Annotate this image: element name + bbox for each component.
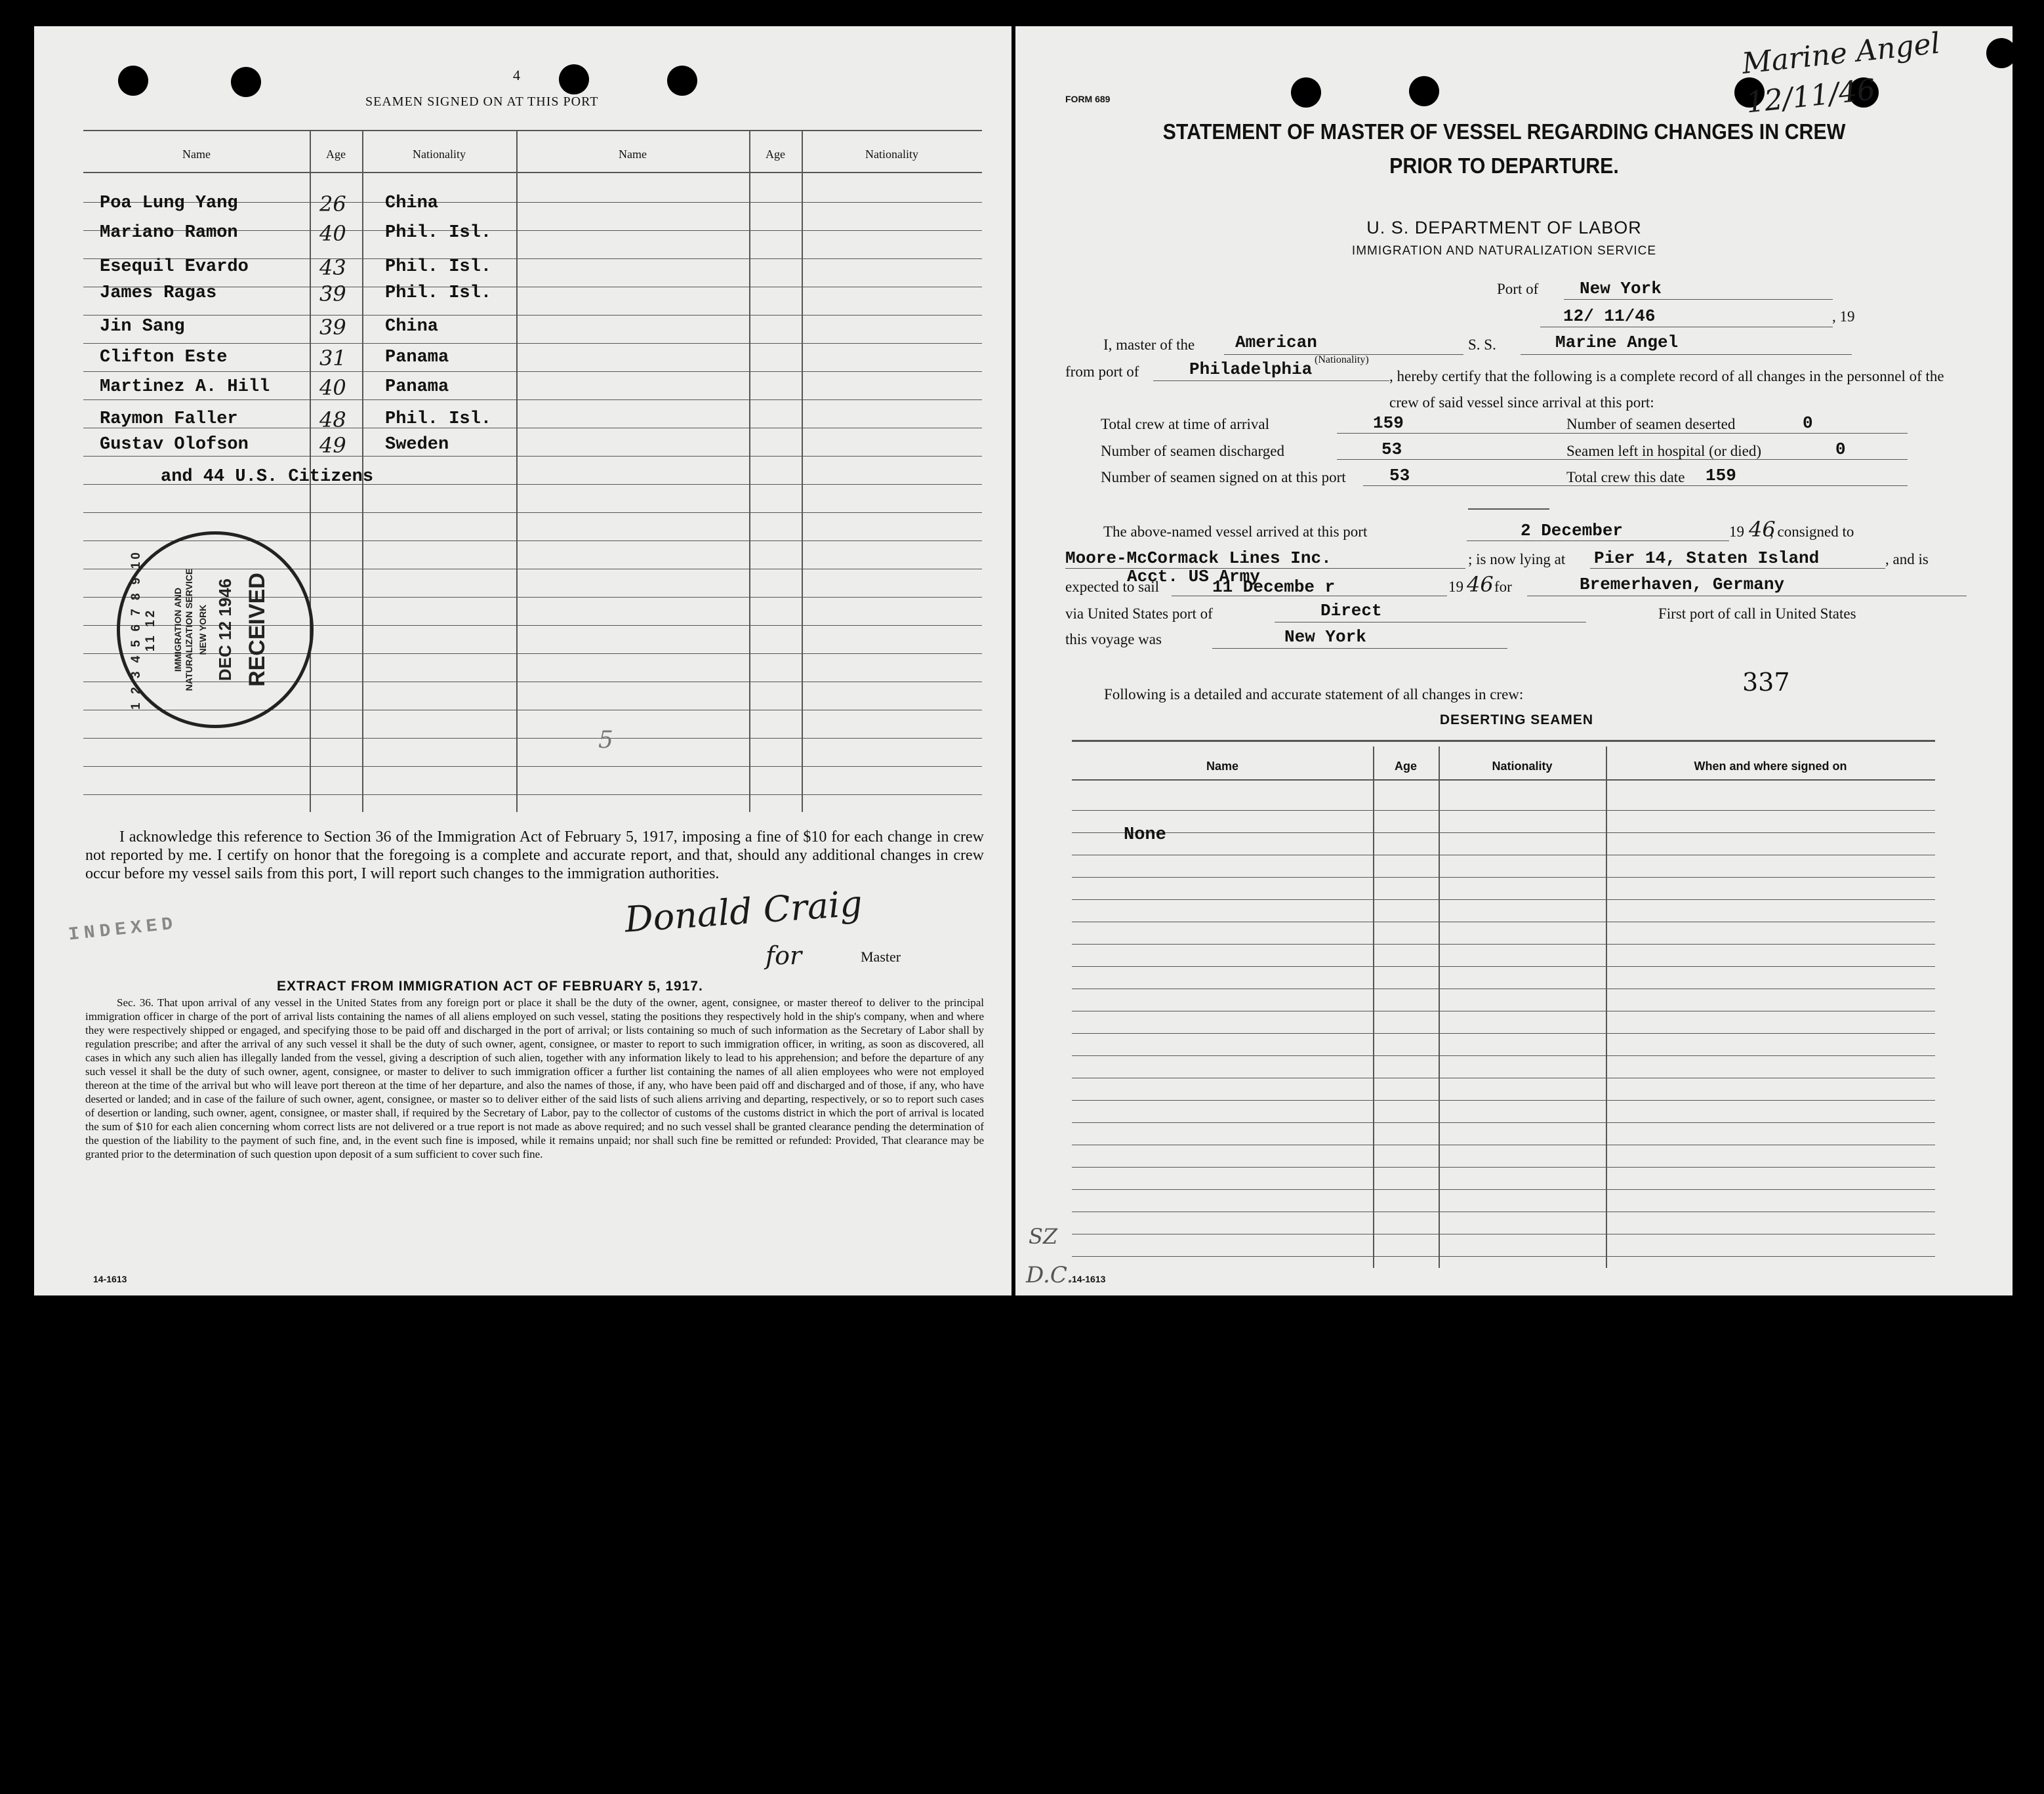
from-port-value: Philadelphia <box>1189 359 1313 379</box>
punch-hole <box>118 66 148 96</box>
seaman-name: Jin Sang <box>100 317 185 336</box>
row-rule <box>1072 1100 1935 1101</box>
seaman-nationality: Sweden <box>385 435 449 455</box>
arrived-year-prefix: 19 <box>1729 523 1744 540</box>
stamp-numbers: 1 2 3 4 5 6 7 8 9 10 11 12 <box>129 550 157 710</box>
voyage-label: this voyage was <box>1065 631 1162 647</box>
row-rule <box>83 371 982 372</box>
underline <box>1564 299 1833 300</box>
port-value: New York <box>1580 279 1662 298</box>
table-header-rule <box>1072 779 1935 781</box>
arrived-year: 46 <box>1749 517 1776 542</box>
row-rule <box>1072 877 1935 878</box>
certify-text: , hereby certify that the following is a complete record of all changes in the personnel of the crew of said vessel since arrival at this port: <box>1389 368 1944 411</box>
stat-total-date-label: Total crew this date <box>1566 469 1685 485</box>
following-label: Following is a detailed and accurate statement of all changes in crew: <box>1104 686 1524 703</box>
via-label: via United States port of <box>1065 605 1213 622</box>
seaman-age: 31 <box>319 346 346 371</box>
punch-hole <box>1409 76 1439 106</box>
underline <box>1590 568 1885 569</box>
arrived-label: The above-named vessel arrived at this port <box>1103 523 1368 540</box>
row-rule <box>83 343 982 344</box>
seaman-age: 40 <box>319 221 346 246</box>
consignee: Moore-McCormack Lines Inc. <box>1065 548 1332 568</box>
extract-title: EXTRACT FROM IMMIGRATION ACT OF FEBRUARY 5, 1917. <box>277 979 703 994</box>
seaman-nationality: China <box>385 317 439 336</box>
seaman-age: 48 <box>319 407 346 432</box>
deserting-title: DESERTING SEAMEN <box>1439 712 1594 727</box>
underline <box>1521 354 1852 355</box>
seaman-nationality: Panama <box>385 348 449 367</box>
seaman-name: Raymon Faller <box>100 409 238 429</box>
stat-total-arrival-label: Total crew at time of arrival <box>1101 416 1270 432</box>
seaman-name: Clifton Este <box>100 348 228 367</box>
row-rule <box>83 512 982 513</box>
record-number: 337 <box>1742 668 1790 697</box>
seaman-name: Poa Lung Yang <box>100 194 238 213</box>
deserting-entry: None <box>1124 825 1166 845</box>
via-value: Direct <box>1320 601 1382 621</box>
form-code: 14-1613 <box>93 1274 127 1284</box>
arrived-date: 2 December <box>1521 521 1624 540</box>
section-title: SEAMEN SIGNED ON AT THIS PORT <box>365 94 599 109</box>
row-rule <box>83 456 982 457</box>
for-label: for <box>1494 579 1512 595</box>
row-rule <box>1072 899 1935 900</box>
seaman-nationality: Phil. Isl. <box>385 409 492 429</box>
row-rule <box>1072 1189 1935 1190</box>
table-top-rule <box>1072 740 1935 742</box>
col-header-name: Name <box>182 148 211 161</box>
form-title: STATEMENT OF MASTER OF VESSEL REGARDING CHANGES IN CREW <box>1162 119 1846 144</box>
sail-year-prefix: 19 <box>1448 579 1463 595</box>
stat-hospital: 0 <box>1835 439 1846 459</box>
underline <box>1337 433 1908 434</box>
underline <box>1467 540 1729 541</box>
received-stamp <box>117 531 314 728</box>
nationality-value: American <box>1235 333 1317 352</box>
stat-signed-on: 53 <box>1389 466 1410 485</box>
service: IMMIGRATION AND NATURALIZATION SERVICE <box>1351 244 1657 258</box>
stat-discharged-label: Number of seamen discharged <box>1101 443 1284 459</box>
form-code: 14-1613 <box>1072 1274 1106 1284</box>
stamp-received: RECEIVED <box>245 573 270 687</box>
margin-note: D.C. <box>1026 1262 1074 1288</box>
deserting-col-nationality: Nationality <box>1492 760 1553 773</box>
consigned-label: , consigned to <box>1770 523 1854 540</box>
table-header-rule <box>83 172 982 173</box>
master-label: Master <box>861 948 901 965</box>
stamp-date: DEC 12 1946 <box>215 578 235 682</box>
col-header-age: Age <box>326 148 346 161</box>
sail-year: 46 <box>1467 572 1494 597</box>
seaman-age: 39 <box>319 315 346 340</box>
seaman-name: Gustav Olofson <box>100 435 249 455</box>
row-rule <box>83 766 982 767</box>
row-rule <box>83 315 982 316</box>
page-number: 4 <box>513 67 520 83</box>
voyage-value: New York <box>1284 627 1366 647</box>
underline <box>1153 380 1389 381</box>
form-title-2: PRIOR TO DEPARTURE. <box>1389 153 1619 178</box>
lying-label: ; is now lying at <box>1468 551 1566 567</box>
stat-discharged: 53 <box>1381 439 1402 459</box>
row-rule <box>1072 810 1935 811</box>
date-year-suffix: , 19 <box>1832 308 1855 325</box>
punch-hole <box>667 66 697 96</box>
seaman-nationality: Panama <box>385 377 449 397</box>
underline <box>1065 568 1465 569</box>
extract-text: Sec. 36. That upon arrival of any vessel in the United States from any foreign port or place it shall be the duty of the owner, agent, consignee, or master thereof to deliver to the principal immigration officer in charge of the port of arrival lists containing the names of all aliens employed on such vessel, stating the positions they respectively hold in the ship's company, when and where they were respectively shipped or engaged, and specifying those to be paid off and discharged in the port of arrival; or lists containing so much of such information as the Secretary of Labor shall by regulation prescribe; and after the arrival of any such vessel it shall be the duty of such owner, agent, consignee, or master to report to such immigration officer, in writing, as soon as discovered, all cases in which any such alien has illegally landed from the vessel, giving a description of such alien, together with any information likely to lead to his apprehension; and before the departure of any such vessel it shall be the duty of such owner, agent, consignee, or master to deliver to such immigration officer a further list containing the names of all alien employees who were not employed thereon at the time of the arrival but who will leave port thereon at the time of her departure, and also the names of those, if any, who have been paid off and discharged and of those, if any, who have deserted or landed; and in case of the failure of such owner, agent, consignee, or master so to deliver either of the said lists of such aliens arriving and departing, respectively, or so to report such cases of desertion or landing, such owner, agent, consignee, or master shall, if required by the Secretary of Labor, pay to the collector of customs of the customs district in which the port of arrival is located the sum of $10 for each alien concerning whom correct lists are not delivered or a true report is not made as above required; and no such vessel shall be granted clearance pending the determination of the question of the liability to the payment of such fine, and, in the event such fine is imposed, while it remains unpaid; nor shall such fine be remitted or refunded: Provided, That clearance may be granted prior to the determination of such question upon deposit of a sum sufficient to cover such fine. <box>85 996 984 1160</box>
destination: Bremerhaven, Germany <box>1580 575 1785 594</box>
stat-hospital-label: Seamen left in hospital (or died) <box>1566 443 1762 459</box>
department: U. S. DEPARTMENT OF LABOR <box>1366 218 1642 237</box>
left-page <box>34 26 1012 1295</box>
seaman-age: 26 <box>319 192 346 216</box>
col-header-nationality-2: Nationality <box>865 148 918 161</box>
right-page <box>1015 26 2013 1295</box>
row-rule <box>1072 1256 1935 1257</box>
seaman-nationality: China <box>385 194 439 213</box>
row-rule <box>1072 944 1935 945</box>
from-port-label: from port of <box>1065 363 1139 380</box>
separator-rule <box>1468 508 1549 510</box>
deserting-col-age: Age <box>1394 760 1417 773</box>
stamp-city: NEW YORK <box>197 604 208 655</box>
master-of-label: I, master of the <box>1103 336 1195 353</box>
punch-hole <box>1291 77 1321 108</box>
seaman-nationality: Phil. Isl. <box>385 257 492 277</box>
first-port-label: First port of call in United States <box>1658 605 1856 622</box>
signature-for: for <box>766 941 802 970</box>
stamp-agency: IMMIGRATION AND NATURALIZATION SERVICE <box>173 568 194 691</box>
seaman-age: 39 <box>319 281 346 306</box>
ss-label: S. S. <box>1468 336 1496 353</box>
seaman-age: 43 <box>319 255 346 280</box>
seaman-nationality: Phil. Isl. <box>385 283 492 303</box>
seaman-name: Esequil Evardo <box>100 257 249 277</box>
deserting-col-name: Name <box>1206 760 1239 773</box>
deserting-col-signed-on: When and where signed on <box>1694 760 1847 773</box>
col-header-age-2: Age <box>766 148 785 161</box>
col-header-name-2: Name <box>619 148 647 161</box>
seaman-name: Mariano Ramon <box>100 223 238 243</box>
citizens-line: and 44 U.S. Citizens <box>161 467 374 487</box>
row-rule <box>83 738 982 739</box>
punch-hole <box>559 64 589 94</box>
punch-hole <box>231 67 261 97</box>
pier: Pier 14, Staten Island <box>1594 548 1820 568</box>
signature: Donald Craig <box>623 882 864 941</box>
expected-label: expected to sail <box>1065 579 1160 595</box>
sail-date: 11 Decembe r <box>1212 577 1336 597</box>
row-rule <box>1072 1033 1935 1034</box>
stat-deserted-label: Number of seamen deserted <box>1566 416 1736 432</box>
row-rule <box>83 794 982 795</box>
date-value: 12/ 11/46 <box>1563 306 1656 326</box>
form-number: FORM 689 <box>1065 94 1111 104</box>
row-rule <box>1072 1055 1935 1056</box>
indexed-stamp: INDEXED <box>67 914 178 946</box>
stat-total-arrival: 159 <box>1373 413 1404 433</box>
port-label: Port of <box>1497 281 1539 297</box>
nationality-caption: (Nationality) <box>1315 354 1369 365</box>
row-rule <box>1072 966 1935 967</box>
row-rule <box>1072 1167 1935 1168</box>
ship-value: Marine Angel <box>1555 333 1679 352</box>
col-header-nationality: Nationality <box>413 148 466 161</box>
seaman-name: Martinez A. Hill <box>100 377 270 397</box>
stat-signed-on-label: Number of seamen signed on at this port <box>1101 469 1346 485</box>
underline <box>1212 648 1507 649</box>
and-is-label: , and is <box>1885 551 1929 567</box>
seaman-age: 40 <box>319 375 346 400</box>
stray-mark: 5 <box>598 727 613 754</box>
seaman-name: James Ragas <box>100 283 217 303</box>
certify-text-wrap <box>1065 390 1967 416</box>
margin-note: SZ <box>1029 1224 1058 1249</box>
table-top-rule <box>83 130 982 131</box>
stat-total-date: 159 <box>1706 466 1736 485</box>
row-rule <box>1072 1122 1935 1123</box>
row-rule <box>83 399 982 400</box>
seaman-nationality: Phil. Isl. <box>385 223 492 243</box>
consignee-note: Acct. US Army <box>1127 567 1260 586</box>
acknowledgement: I acknowledge this reference to Section 36 of the Immigration Act of February 5, 1917, imposing a fine of $10 for each change in crew not reported by me. I certify on honor that the foregoing is a complete and accurate report, and that, should any additional changes in crew occur before my vessel sails from this port, I will report such changes to the immigration authorities. <box>85 828 984 882</box>
corner-note: Marine Angel 12/11/46 <box>1740 26 1942 120</box>
seaman-age: 49 <box>319 433 346 458</box>
row-rule <box>1072 832 1935 833</box>
stat-deserted: 0 <box>1803 413 1813 433</box>
